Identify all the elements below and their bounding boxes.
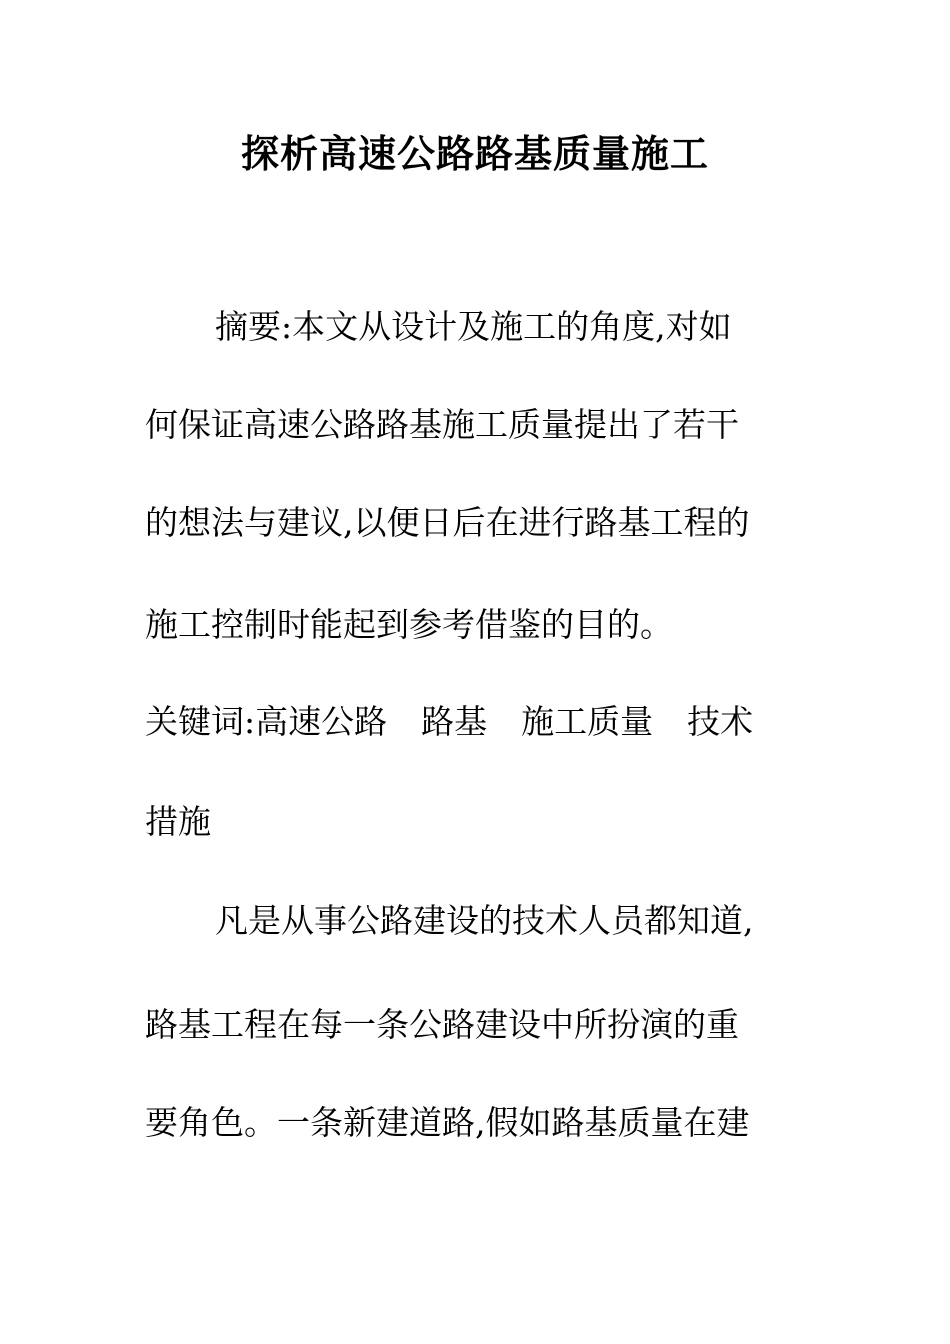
keyword-item: 高速公路: [255, 702, 388, 741]
body-line-1: 凡是从事公路建设的技术人员都知道,: [215, 901, 754, 940]
keyword-item: 施工质量: [521, 702, 654, 741]
body-line-3: 要角色。一条新建道路,假如路基质量在建: [145, 1103, 750, 1142]
abstract-line-2: 何保证高速公路路基施工质量提出了若干: [145, 405, 739, 444]
abstract-line-3: 的想法与建议,以便日后在进行路基工程的: [145, 503, 750, 542]
keywords-line: [145, 700, 805, 744]
keyword-item: 路基: [421, 702, 488, 741]
body-line-2: 路基工程在每一条公路建设中所扮演的重: [145, 1005, 739, 1044]
keyword-item: 技术: [687, 702, 754, 741]
abstract-line-1: 摘要:本文从设计及施工的角度,对如: [215, 307, 732, 346]
abstract-line-4: 施工控制时能起到参考借鉴的目的。: [145, 605, 673, 644]
keywords-continuation: 措施: [145, 802, 211, 841]
document-title: 探析高速公路路基质量施工: [240, 131, 709, 176]
keywords-label: 关键词:: [145, 702, 256, 741]
